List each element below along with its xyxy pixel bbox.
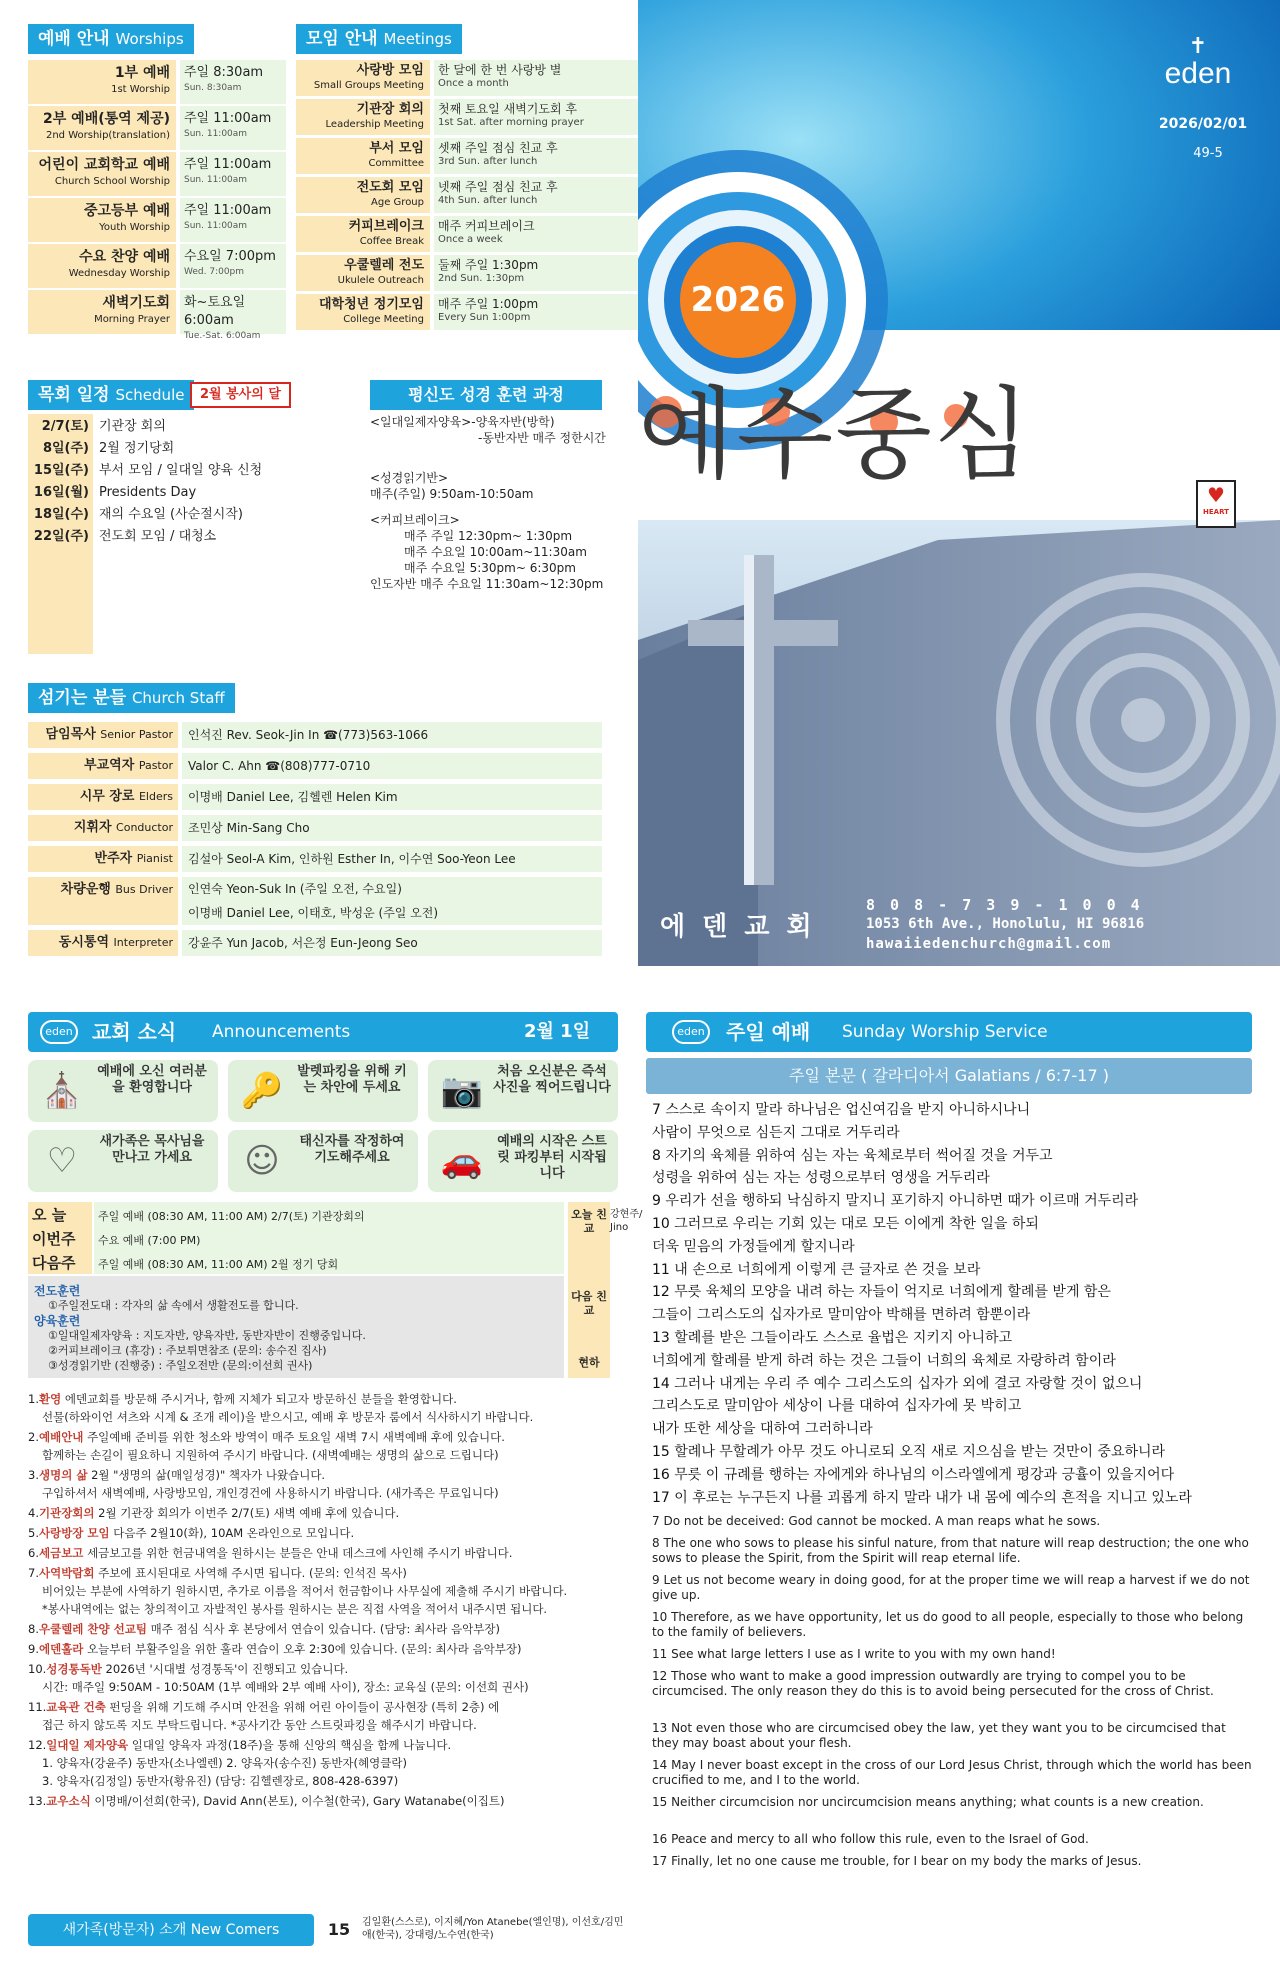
worship-name-en: Youth Worship: [99, 222, 170, 233]
fellow-next-label: 다음 친교: [571, 1290, 607, 1317]
meeting-time-en: Once a month: [438, 78, 509, 89]
worship-row: [28, 152, 286, 196]
meeting-row: [296, 60, 638, 96]
verse-en: 14 May I never boast except in the cross of our Lord Jesus Christ, through which the world has been crucified to me, and I to the world.: [652, 1758, 1252, 1787]
worship-header-ko: 예배 안내: [38, 29, 110, 49]
verse-ko: 17 이 후로는 누구든지 나를 괴롭게 하지 말라 내가 내 몸에 예수의 흔적을 지니고 있노라: [652, 1489, 1192, 1506]
announcement-subline: 접근 하지 않도록 지도 부탁드립니다. *공사기간 동안 스트릿파킹을 해주시기 바랍니다.: [42, 1718, 477, 1732]
item-text: 2월 기관장 회의가 이번주 2/7(토) 새벽 예배 후에 있습니다.: [94, 1506, 400, 1520]
meeting-name-en: Committee: [368, 158, 424, 169]
sunday-title-ko: 주일 예배: [726, 1020, 811, 1044]
meeting-time-ko: 매주 주일 1:00pm: [438, 297, 539, 311]
worship-time-ko: 주일 11:00am: [184, 157, 272, 172]
announcement-tile: [228, 1060, 418, 1122]
verse-ko: 내가 또한 세상을 대하여 그러하니라: [652, 1421, 873, 1438]
worship-time-ko: 주일 11:00am: [184, 111, 272, 126]
worship-time-ko: 주일 8:30am: [184, 65, 264, 80]
meeting-time-ko: 둘째 주일 1:30pm: [438, 258, 539, 272]
verse-en: 16 Peace and mercy to all who follow this rule, even to the Israel of God.: [652, 1832, 1089, 1846]
item-title: 생명의 삶: [38, 1468, 88, 1482]
announcement-subline: 함께하는 손길이 필요하니 지원하여 주시기 바랍니다. (새벽예배는 생명의 삶으로 드립니다): [42, 1448, 499, 1462]
item-number: 1.: [28, 1392, 39, 1406]
schedule-row: [28, 504, 268, 526]
meeting-time-en: Once a week: [438, 234, 503, 245]
heart-label: HEART: [1203, 508, 1229, 516]
staff-role-ko: 지휘자: [73, 820, 112, 835]
announcement-subline: *봉사내역에는 없는 창의적이고 자발적인 봉사를 원하시는 분은 직접 사역을 적어서 내주시면 됩니다.: [42, 1602, 548, 1616]
announcement-subline: 비어있는 부분에 사역하기 원하시면, 추가로 이름을 적어서 헌금함이나 사무실에 제출해 주시기 바랍니다.: [42, 1584, 568, 1598]
meetings-header-ko: 모임 안내: [306, 29, 378, 49]
staff-header-ko: 섬기는 분들: [38, 688, 127, 708]
verse-ko: 16 무릇 이 규례를 행하는 자에게와 하나님의 이스라엘에게 평강과 긍휼이 있을지어다: [652, 1466, 1175, 1483]
schedule-badge: 2월 봉사의 달: [190, 382, 291, 408]
meeting-name-en: Ukulele Outreach: [337, 275, 424, 286]
staff-row: [28, 784, 602, 810]
verse-en: 17 Finally, let no one cause me trouble, for I bear on my body the marks of Jesus.: [652, 1854, 1142, 1868]
item-number: 8.: [28, 1622, 39, 1636]
worship-name-en: 1st Worship: [111, 84, 170, 95]
item-text: 매주 점심 식사 후 본당에서 연습이 있습니다. (담당: 최사라 음악부장): [146, 1622, 500, 1636]
staff-value: 조민상 Min-Sang Cho: [188, 821, 310, 835]
church-name: 에 덴 교 회: [660, 912, 816, 942]
item-text: 다음주 2월10(화), 10AM 온라인으로 모입니다.: [109, 1526, 355, 1540]
schedule-text: Presidents Day: [99, 485, 197, 500]
verse-en: 11 See what large letters I use as I write to you with my own hand!: [652, 1647, 1056, 1661]
cover: [638, 0, 1280, 966]
sunday-header: [646, 1012, 1252, 1052]
schedule-header: [28, 380, 194, 410]
logo-text: eden: [1164, 57, 1232, 90]
worship-row: [28, 244, 286, 288]
item-number: 4.: [28, 1506, 39, 1520]
announcement-item: [28, 1700, 628, 1715]
staff-value-2: 이명배 Daniel Lee, 이태호, 박성운 (주일 오전): [188, 906, 439, 920]
coffee-leader-time: 매주 수요일 11:30am~12:30pm: [420, 577, 604, 591]
cover-title: 예수중심: [638, 376, 1033, 493]
verse-ko: 사람이 무엇으로 심든지 그대로 거두리라: [652, 1124, 900, 1141]
staff-role-en: Elders: [138, 790, 173, 803]
worship-name-en: Wednesday Worship: [68, 268, 170, 279]
meeting-time-ko: 넷째 주일 점심 친교 후: [438, 180, 558, 194]
staff-role-ko: 담임목사: [45, 727, 96, 742]
verse-en: 13 Not even those who are circumcised obey the law, yet they want you to be circumcised that they may boast about your flesh.: [652, 1721, 1226, 1750]
church-address: 1053 6th Ave., Honolulu, HI 96816: [866, 916, 1145, 932]
announcement-item: [28, 1642, 628, 1657]
tile-text: 발렛파킹을 위해 키는 차안에 두세요: [297, 1064, 407, 1095]
tile-text: 예배의 시작은 스트릿 파킹부터 시작됩니다: [497, 1134, 607, 1181]
verse-en: 9 Let us not become weary in doing good, for at the proper time we will reap a harvest if we do not give up.: [652, 1573, 1250, 1602]
item-text: 2026년 '시대별 성경통독'이 진행되고 있습니다.: [101, 1662, 349, 1676]
item-text: 오늘부터 부활주일을 위한 훌라 연습이 오후 2:30에 있습니다. (문의: 최사라 음악부장): [83, 1642, 522, 1656]
schedule-row: [28, 482, 268, 504]
item-title: 예배안내: [38, 1430, 84, 1444]
meeting-name-ko: 부서 모임: [369, 141, 424, 156]
nextweek-text: 주일 예배 (08:30 AM, 11:00 AM) 2월 정기 당회: [98, 1258, 339, 1271]
year-badge: 2026: [690, 280, 786, 320]
staff-role-en: Pastor: [138, 759, 173, 772]
item-title: 교육관 건축: [46, 1700, 106, 1714]
verse-en: 10 Therefore, as we have opportunity, let us do good to all people, especially to those who belong to the family of believers.: [652, 1610, 1244, 1639]
announcements-header: [28, 1012, 618, 1052]
worship-time-ko: 수요일 7:00pm: [184, 249, 276, 264]
staff-role-ko: 차량운행: [60, 882, 111, 897]
schedule-row: [28, 460, 268, 482]
schedule-date: 16일(월): [28, 482, 93, 504]
training-line-4: 매주(주일) 9:50am-10:50am: [370, 487, 534, 501]
item-title: 사랑방장 모임: [38, 1526, 110, 1540]
item-number: 9.: [28, 1642, 39, 1656]
training-header: 평신도 성경 훈련 과정: [370, 380, 602, 410]
item-title: 교우소식: [46, 1794, 91, 1808]
evangelism-line-1: ①주일전도대 : 각자의 삶 속에서 생활전도를 합니다.: [48, 1299, 299, 1312]
current-label: 현하: [578, 1356, 600, 1369]
worship-name-ko: 2부 예배(통역 제공): [43, 111, 170, 127]
worship-name-en: Church School Worship: [54, 176, 170, 187]
newcomers-names: 김일환(스스로), 이지혜/Yon Atanebe(엘인명), 이선호/김민애(한국), 강대령/노수연(한국): [362, 1917, 624, 1941]
schedule-date: 15일(주): [28, 460, 93, 482]
schedule-text: 기관장 회의: [99, 419, 166, 434]
schedule-date: 2/7(토): [28, 416, 93, 438]
announcements-title-en: Announcements: [212, 1022, 351, 1042]
staff-row: [28, 846, 602, 872]
worship-time-en: Sun. 11:00am: [184, 129, 248, 139]
meeting-row: [296, 177, 638, 213]
staff-role-ko: 반주자: [94, 851, 133, 866]
worship-time-en: Sun. 11:00am: [184, 175, 248, 185]
item-text: 2월 "생명의 삶(매일성경)" 책자가 나왔습니다.: [87, 1468, 326, 1482]
announcement-item: [28, 1622, 628, 1637]
meeting-row: [296, 216, 638, 252]
meeting-time-en: 3rd Sun. after lunch: [438, 156, 538, 167]
camera-icon: 📷: [440, 1071, 484, 1111]
meeting-time-en: Every Sun 1:00pm: [438, 312, 531, 323]
announcement-subline: 선물(하와이언 셔츠와 시계 & 조개 레이)을 받으시고, 예배 후 방문자 룸에서 식사하시기 바랍니다.: [42, 1410, 534, 1424]
meeting-time-ko: 매주 커피브레이크: [438, 219, 535, 233]
fellow-today-names: 강현주/ Jino: [610, 1208, 656, 1234]
worship-row: [28, 198, 286, 242]
fellow-today-label: 오늘 친교: [571, 1208, 607, 1235]
item-title: 세금보고: [38, 1546, 84, 1560]
meeting-name-en: College Meeting: [343, 314, 424, 325]
staff-role-en: Interpreter: [113, 936, 173, 949]
cover-date: 2026/02/01: [1158, 116, 1248, 132]
worship-name-en: Morning Prayer: [94, 314, 170, 325]
worship-name-ko: 수요 찬양 예배: [79, 249, 170, 265]
church-email: hawaiiedenchurch@gmail.com: [866, 936, 1112, 952]
staff-role-en: Senior Pastor: [100, 728, 173, 741]
meeting-name-en: Coffee Break: [359, 236, 424, 247]
evangelism-title: 전도훈련: [34, 1284, 81, 1298]
worship-name-ko: 중고등부 예배: [83, 203, 170, 219]
announcement-subline: 구입하셔서 새벽예배, 사랑방모임, 개인경건에 사용하시기 바랍니다. (새가족은 무료입니다): [42, 1486, 499, 1500]
nurture-line-2: ②커피브레이크 (휴강) : 주보튀면참조 (문의: 송수진 집사): [48, 1344, 327, 1357]
verse-ko: 13 할례를 받은 그들이라도 스스로 율법은 지키지 아니하고: [652, 1330, 1013, 1346]
meeting-name-ko: 우쿨렐레 전도: [344, 258, 424, 273]
schedule-text: 재의 수요일 (사순절시작): [99, 507, 243, 522]
worship-row: [28, 106, 286, 150]
staff-header-en: Church Staff: [131, 689, 225, 707]
announcement-tile: [228, 1130, 418, 1192]
item-text: 펀딩을 위해 기도해 주시며 안전을 위해 어린 아이들이 공사현장 (특히 2층) 에: [105, 1700, 500, 1714]
item-number: 3.: [28, 1468, 39, 1482]
worship-time-en: Tue.-Sat. 6:00am: [184, 331, 261, 341]
schedule-text: 전도회 모임 / 대청소: [99, 529, 217, 544]
meeting-time-ko: 첫째 토요일 새벽기도회 후: [438, 102, 577, 116]
worship-name-ko: 새벽기도회: [102, 295, 170, 311]
item-text: 주일예배 준비를 위한 청소와 방역이 매주 토요일 새벽 7시 새벽예배 후에 있습니다.: [83, 1430, 505, 1444]
meeting-name-ko: 대학청년 정기모임: [319, 297, 424, 312]
eden-logo: [1148, 36, 1248, 96]
meeting-time-en: 1st Sat. after morning prayer: [438, 117, 584, 128]
announcement-item: [28, 1468, 628, 1483]
tile-text: 새가족은 목사님을 만나고 가세요: [99, 1134, 205, 1165]
worship-time-en: Sun. 11:00am: [184, 221, 248, 231]
worship-time-en: Sun. 8:30am: [184, 83, 242, 93]
announcements-title-ko: 교회 소식: [92, 1020, 177, 1044]
training-body: [370, 414, 634, 592]
nurture-line-3: ③성경읽기반 (진행중) : 주일오전반 (문의:이선희 권사): [48, 1359, 313, 1372]
announcement-item: [28, 1392, 628, 1407]
coffee-line-3: 매주 수요일 5:30pm~ 6:30pm: [404, 561, 576, 575]
heart-hands-icon: ♡: [46, 1141, 78, 1181]
meeting-name-en: Small Groups Meeting: [313, 80, 424, 91]
meeting-time-en: 4th Sun. after lunch: [438, 195, 538, 206]
training-line-2: -동반자반 매주 정한시간: [478, 431, 606, 445]
schedule-text: 2월 정기당회: [99, 441, 175, 456]
schedule-header-en: Schedule: [115, 386, 185, 404]
meeting-name-ko: 기관장 회의: [356, 102, 424, 117]
newcomers-bar: [28, 1914, 628, 1946]
item-text: 주보에 표시된대로 사역해 주시면 됩니다. (문의: 인석진 목사): [94, 1566, 407, 1580]
nurture-title: 양육훈련: [34, 1314, 81, 1328]
announcement-tile: [428, 1130, 618, 1192]
staff-value: 강윤주 Yun Jacob, 서은정 Eun-Jeong Seo: [188, 936, 418, 950]
schedule-row: [28, 438, 268, 460]
verse-ko: 14 그러나 내게는 우리 주 예수 그리스도의 십자가 외에 결코 자랑할 것이 없으니: [652, 1375, 1143, 1392]
church-icon: ⛪: [40, 1071, 84, 1111]
announcement-tile: [28, 1130, 218, 1192]
item-number: 13.: [28, 1794, 47, 1808]
staff-role-ko: 동시통역: [58, 935, 110, 950]
staff-value: 인연숙 Yeon-Suk In (주일 오전, 수요일): [188, 882, 402, 896]
announcement-item: [28, 1566, 628, 1581]
staff-value: 이명배 Daniel Lee, 김헬렌 Helen Kim: [188, 790, 398, 804]
meeting-time-ko: 셋째 주일 점심 친교 후: [438, 141, 558, 155]
staff-value: 인석진 Rev. Seok-Jin In ☎(773)563-1066: [188, 728, 429, 742]
staff-row: [28, 722, 602, 748]
staff-role-ko: 부교역자: [84, 758, 135, 773]
tile-text: 태신자를 작정하여 기도해주세요: [299, 1134, 405, 1165]
staff-header: [28, 683, 235, 713]
coffee-line-2: 매주 수요일 10:00am~11:30am: [404, 545, 587, 559]
schedule-date: 18일(수): [28, 504, 93, 526]
coffee-leader-label: 인도자반: [370, 577, 417, 591]
announcement-item: [28, 1506, 628, 1521]
church-phone: 8 0 8 - 7 3 9 - 1 0 0 4: [866, 896, 1143, 914]
cover-issue: 49-5: [1193, 146, 1223, 161]
item-title: 에덴훌라: [38, 1642, 84, 1656]
announcement-item: [28, 1526, 628, 1541]
logo-cross-icon: ✝: [1188, 34, 1208, 59]
staff-role-en: Bus Driver: [115, 883, 173, 896]
meeting-name-ko: 사랑방 모임: [356, 63, 424, 78]
announcement-tile: [428, 1060, 618, 1122]
schedule-date: 22일(주): [28, 526, 93, 548]
meeting-row: [296, 255, 638, 291]
item-number: 5.: [28, 1526, 39, 1540]
worship-header: [28, 24, 194, 54]
item-text: 이명배/이선희(한국), David Ann(본토), 이수철(한국), Gary Watanabe(이집트): [90, 1794, 505, 1808]
verse-ko: 그리스도로 말미암아 세상이 나를 대하여 십자가에 못 박히고: [652, 1398, 1022, 1415]
announcement-item: [28, 1546, 628, 1561]
item-number: 2.: [28, 1430, 39, 1444]
announcement-subline: 시간: 매주일 9:50AM - 10:50AM (1부 예배와 2부 예배 사이), 장소: 교육실 (문의: 이선희 권사): [42, 1680, 529, 1694]
item-number: 10.: [28, 1662, 47, 1676]
meeting-row: [296, 99, 638, 135]
announcement-subline: 3. 양육자(김정일) 동반자(황유진) (담당: 김헬렌장로, 808-428-6397): [42, 1774, 399, 1788]
verse-ko: 12 무릇 육체의 모양을 내려 하는 자들이 억지로 너희에게 할례를 받게 함은: [652, 1284, 1111, 1301]
verse-ko: 15 할례나 무할례가 아무 것도 아니로되 오직 새로 지으심을 받는 것만이 중요하니라: [652, 1444, 1166, 1460]
item-text: 에덴교회를 방문해 주시거나, 함께 지체가 되고자 방문하신 분들을 환영합니다.: [61, 1392, 457, 1406]
verse-ko: 성령을 위하여 심는 자는 성령으로부터 영생을 거두리라: [652, 1170, 990, 1187]
announcement-item: [28, 1430, 628, 1445]
staff-role-ko: 시무 장로: [79, 789, 135, 804]
meeting-time-ko: 한 달에 한 번 사랑방 별: [438, 63, 562, 77]
thisweek-text: 수요 예배 (7:00 PM): [98, 1234, 201, 1247]
verse-ko: 7 스스로 속이지 말라 하나님은 업신여김을 받지 아니하시나니: [652, 1102, 1031, 1118]
schedule-header-ko: 목회 일정: [38, 385, 110, 405]
weekly-table: [28, 1202, 643, 1378]
item-number: 6.: [28, 1546, 39, 1560]
training-line-3: <성경읽기반>: [370, 471, 449, 485]
verse-ko: 9 우리가 선을 행하되 낙심하지 말지니 포기하지 아니하면 때가 이르매 거두리라: [652, 1193, 1139, 1210]
staff-row: [28, 753, 602, 779]
heart-icon: ♥: [1207, 483, 1225, 507]
worship-name-ko: 어린이 교회학교 예배: [38, 157, 170, 173]
verse-en: 12 Those who want to make a good impression outwardly are trying to compel you to be circumcised. The only reason they do this is to avoid being persecuted for the cross of Christ.: [652, 1669, 1214, 1698]
eden-small-logo-icon-2: eden: [672, 1020, 710, 1044]
verse-ko: 그들이 그리스도의 십자가로 말미암아 박해를 면하려 함뿐이라: [652, 1307, 1031, 1324]
item-number: 12.: [28, 1738, 47, 1752]
meetings-header: [296, 24, 462, 54]
heart-badge: [1196, 480, 1236, 528]
item-text: 세금보고를 위한 헌금내역을 원하시는 분들은 안내 데스크에 사인해 주시기 바랍니다.: [83, 1546, 513, 1560]
verse-ko: 11 내 손으로 너희에게 이렇게 큰 글자로 쓴 것을 보라: [652, 1261, 981, 1278]
worship-header-en: Worships: [115, 30, 184, 48]
today-label: 오 늘: [32, 1206, 67, 1224]
announcements-date: 2월 1일: [524, 1021, 591, 1042]
worship-row: [28, 290, 286, 341]
schedule-row: [28, 416, 268, 438]
item-title: 환영: [38, 1392, 62, 1406]
announcement-item: [28, 1662, 628, 1677]
schedule-date: 8일(주): [28, 438, 93, 460]
tile-text: 처음 오신분은 즉석사진을 찍어드립니다: [493, 1064, 611, 1095]
worship-time-ko: 화~토요일 6:00am: [184, 295, 246, 328]
staff-row: [28, 930, 602, 956]
key-icon: 🔑: [240, 1071, 284, 1111]
wall-target: [1003, 580, 1280, 860]
newcomers-label: 새가족(방문자) 소개 New Comers: [28, 1914, 314, 1946]
meeting-time-en: 2nd Sun. 1:30pm: [438, 273, 525, 284]
item-number: 11.: [28, 1700, 47, 1714]
meeting-row: [296, 294, 638, 330]
verse-ko: 너희에게 할례를 받게 하려 하는 것은 그들이 너희의 육체로 자랑하려 함이라: [652, 1352, 1116, 1369]
training-line-5: <커피브레이크>: [370, 513, 460, 527]
staff-role-en: Pianist: [136, 852, 173, 865]
eden-small-logo-icon: eden: [40, 1020, 78, 1044]
staff-value: 김설아 Seol-A Kim, 인하원 Esther In, 이수연 Soo-Yeon Lee: [188, 852, 516, 866]
worship-row: [28, 60, 286, 104]
worship-name-en: 2nd Worship(translation): [45, 130, 170, 141]
verse-en: 15 Neither circumcision nor uncircumcision means anything; what counts is a new creation.: [652, 1795, 1204, 1809]
item-title: 우쿨렐레 찬양 선교팀: [38, 1622, 147, 1636]
announcement-tile: [28, 1060, 218, 1122]
meeting-name-en: Leadership Meeting: [325, 119, 424, 130]
meeting-row: [296, 138, 638, 174]
item-number: 7.: [28, 1566, 39, 1580]
verse-ko: 더욱 믿음의 가정들에게 할지니라: [652, 1238, 855, 1255]
meetings-header-en: Meetings: [383, 30, 452, 48]
announcement-subline: 1. 양육자(강윤주) 동반자(소나엘렌) 2. 양육자(송수진) 동반자(혜영클락): [42, 1756, 407, 1770]
worship-name-ko: 1부 예배: [114, 65, 170, 81]
nextweek-label: 다음주: [32, 1254, 76, 1272]
item-title: 일대일 제자양육: [46, 1738, 129, 1752]
staff-value: Valor C. Ahn ☎(808)777-0710: [188, 759, 371, 773]
sunday-title-en: Sunday Worship Service: [842, 1022, 1048, 1042]
verse-ko: 8 자기의 육체를 위하여 심는 자는 육체로부터 썩어질 것을 거두고: [652, 1147, 1053, 1164]
item-title: 성경통독반: [46, 1662, 102, 1676]
item-text: 일대일 양육자 과정(18주)을 통해 신앙의 핵심을 함께 나눕니다.: [128, 1738, 452, 1752]
today-text: 주일 예배 (08:30 AM, 11:00 AM) 2/7(토) 기관장회의: [98, 1210, 365, 1223]
meeting-name-ko: 커피브레이크: [348, 219, 424, 234]
nurture-line-1: ①일대일제자양육 : 지도자반, 양육자반, 동반자반이 진행중입니다.: [48, 1329, 366, 1342]
meeting-name-en: Age Group: [371, 197, 424, 208]
verse-en: 8 The one who sows to please his sinful nature, from that nature will reap destruction; the one who sows to please the Spirit, from the Spirit will reap eternal life.: [652, 1536, 1249, 1565]
schedule-row: [28, 526, 268, 548]
verse-ko: 10 그러므로 우리는 기회 있는 대로 모든 이에게 착한 일을 하되: [652, 1216, 1039, 1232]
staff-row: [28, 877, 602, 925]
announcement-item: [28, 1794, 628, 1809]
baby-icon: ☺: [244, 1141, 280, 1181]
item-title: 사역박람회: [38, 1566, 95, 1580]
car-icon: 🚗: [440, 1141, 484, 1181]
tile-text: 예배에 오신 여러분을 환영합니다: [97, 1064, 207, 1095]
announcement-item: [28, 1738, 628, 1753]
meeting-name-ko: 전도회 모임: [356, 180, 424, 195]
worship-time-en: Wed. 7:00pm: [184, 267, 245, 277]
verse-en: 7 Do not be deceived: God cannot be mocked. A man reaps what he sows.: [652, 1514, 1101, 1528]
coffee-line-4: [370, 576, 634, 592]
training-line-1: <일대일제자양육>-양육자반(방학): [370, 415, 555, 429]
thisweek-label: 이번주: [32, 1230, 76, 1248]
schedule-text: 부서 모임 / 일대일 양육 신청: [99, 463, 263, 478]
coffee-line-1: 매주 주일 12:30pm~ 1:30pm: [404, 529, 573, 543]
item-title: 기관장회의: [38, 1506, 95, 1520]
staff-role-en: Conductor: [116, 821, 173, 834]
newcomers-count: 15: [327, 1920, 351, 1939]
staff-row: [28, 815, 602, 841]
worship-time-ko: 주일 11:00am: [184, 203, 272, 218]
scripture-title: 주일 본문 ( 갈라디아서 Galatians / 6:7-17 ): [646, 1058, 1252, 1094]
